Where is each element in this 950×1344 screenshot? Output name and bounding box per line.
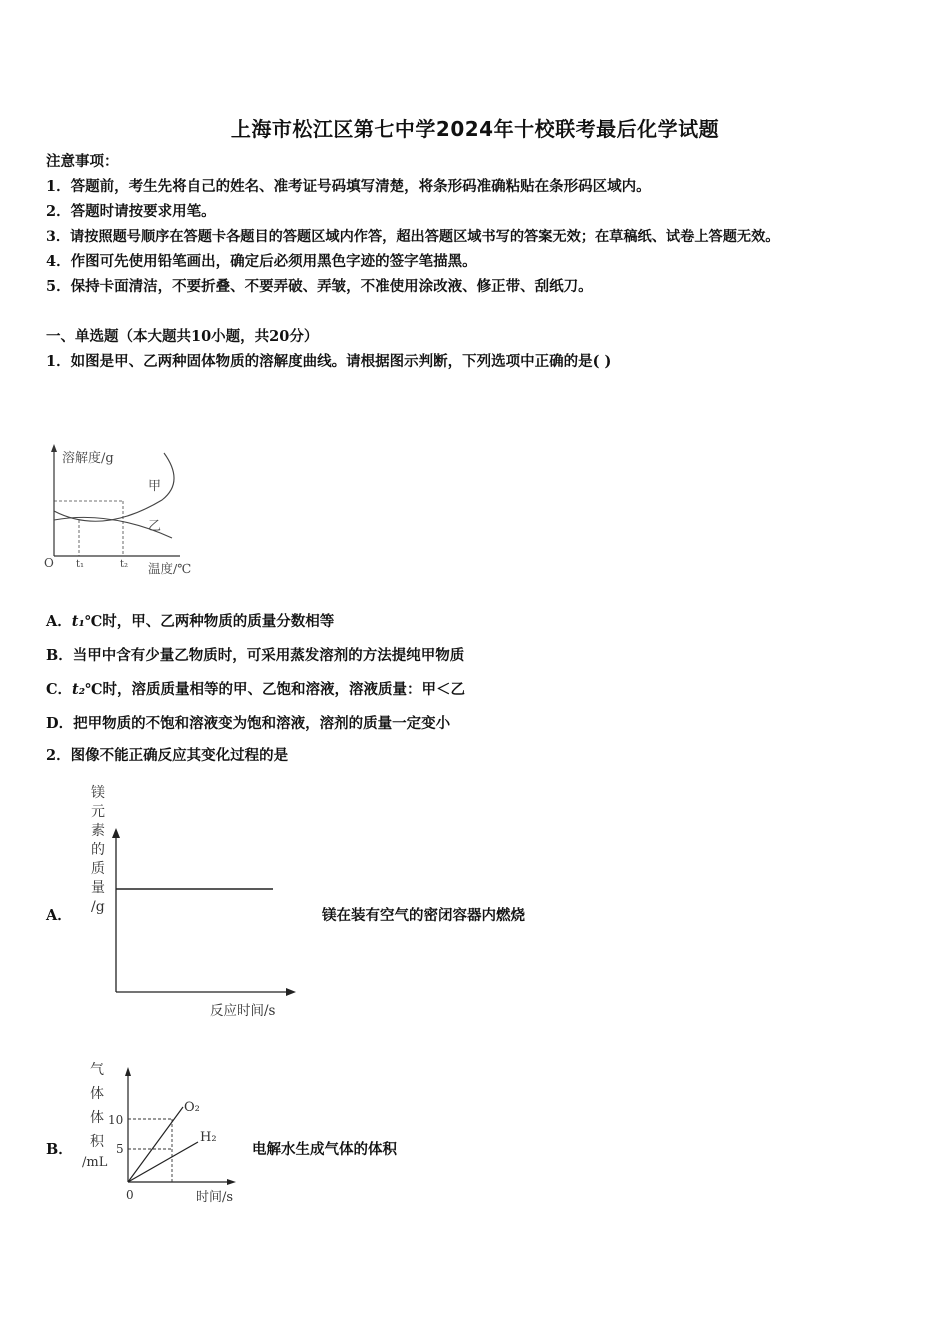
notice-item: 5．保持卡面清洁，不要折叠、不要弄破、弄皱，不准使用涂改液、修正带、刮纸刀。 <box>46 278 593 295</box>
y-label-char: 气 <box>90 1062 104 1078</box>
tick-label-10: 10 <box>108 1113 124 1127</box>
x-axis-label: 反应时间/s <box>210 1003 276 1019</box>
origin-label: 0 <box>126 1188 134 1202</box>
q1-option-b <box>46 644 464 665</box>
q2-option-b-caption: 电解水生成气体的体积 <box>252 1141 397 1158</box>
notice-item: 3．请按照题号顺序在答题卡各题目的答题区域内作答，超出答题区域书写的答案无效；在草稿纸、试卷上答题无效。 <box>46 229 780 245</box>
option-variable: t₁ <box>71 613 85 630</box>
option-text: ℃时，溶质质量相等的甲、乙饱和溶液，溶液质量：甲＜乙 <box>85 681 465 698</box>
option-text: 当甲中含有少量乙物质时，可采用蒸发溶剂的方法提纯甲物质 <box>72 647 465 664</box>
y-label-char: /mL <box>82 1155 108 1170</box>
page-title: 上海市松江区第七中学2024年十校联考最后化学试题 <box>230 117 720 141</box>
electrolysis-volume-graph <box>78 1055 243 1207</box>
option-label: C． <box>46 681 73 698</box>
x-axis-label: 时间/s <box>196 1190 234 1205</box>
q2-option-b-label: B． <box>46 1141 73 1158</box>
y-label-char: /g <box>91 899 105 915</box>
option-label: A． <box>46 613 72 630</box>
x-axis-label: 温度/℃ <box>148 561 192 576</box>
x-axis-arrow <box>286 988 296 996</box>
h2-line <box>128 1142 198 1182</box>
t2-label: t₂ <box>120 559 129 570</box>
y-label-char: 量 <box>91 880 105 896</box>
y-label-char: 体 <box>90 1086 104 1102</box>
curve-jia-label: 甲 <box>148 479 162 494</box>
origin-label: O <box>44 556 54 570</box>
curve-yi-label: 乙 <box>148 519 162 534</box>
notice-item: 2．答题时请按要求用笔。 <box>46 203 216 220</box>
section-heading: 一、单选题（本大题共10小题，共20分） <box>46 328 319 345</box>
y-label-char: 质 <box>91 861 105 877</box>
notice-item: 4．作图可先使用铅笔画出，确定后必须用黑色字迹的签字笔描黑。 <box>46 253 477 270</box>
y-label-char: 镁 <box>91 785 105 801</box>
question-1-stem: 1．如图是甲、乙两种固体物质的溶解度曲线。请根据图示判断，下列选项中正确的是( ) <box>46 353 612 370</box>
y-label-char: 素 <box>91 823 105 839</box>
option-label: D． <box>46 715 74 732</box>
tick-label-5: 5 <box>116 1142 124 1156</box>
y-label-char: 体 <box>90 1110 104 1126</box>
q1-option-d <box>46 712 450 733</box>
solubility-curve-figure <box>40 440 215 582</box>
question-2-stem: 2．图像不能正确反应其变化过程的是 <box>46 747 289 764</box>
y-axis-arrow <box>51 444 57 452</box>
t1-label: t₁ <box>76 559 85 570</box>
x-axis-arrow <box>227 1179 236 1185</box>
y-axis-arrow <box>112 828 120 838</box>
q1-option-a <box>46 610 334 631</box>
y-label-char: 的 <box>91 842 105 858</box>
o2-line <box>128 1107 183 1182</box>
y-label-char: 积 <box>90 1134 104 1150</box>
option-text: ℃时，甲、乙两种物质的质量分数相等 <box>84 613 335 630</box>
y-label-char: 元 <box>91 804 105 820</box>
notice-item: 1．答题前，考生先将自己的姓名、准考证号码填写清楚，将条形码准确粘贴在条形码区域内。 <box>46 178 651 195</box>
notice-heading: 注意事项： <box>46 153 119 170</box>
magnesium-mass-graph <box>80 778 310 1023</box>
q2-option-a-label: A． <box>46 907 72 924</box>
o2-label: O₂ <box>184 1100 200 1115</box>
y-axis-label: 溶解度/g <box>62 451 114 466</box>
option-variable: t₂ <box>72 681 86 698</box>
q1-option-c <box>46 678 465 699</box>
h2-label: H₂ <box>200 1130 217 1145</box>
y-axis-arrow <box>125 1067 131 1076</box>
option-label: B． <box>46 647 73 664</box>
option-text: 把甲物质的不饱和溶液变为饱和溶液，溶剂的质量一定变小 <box>73 715 451 732</box>
q2-option-a-caption: 镁在装有空气的密闭容器内燃烧 <box>322 907 525 924</box>
